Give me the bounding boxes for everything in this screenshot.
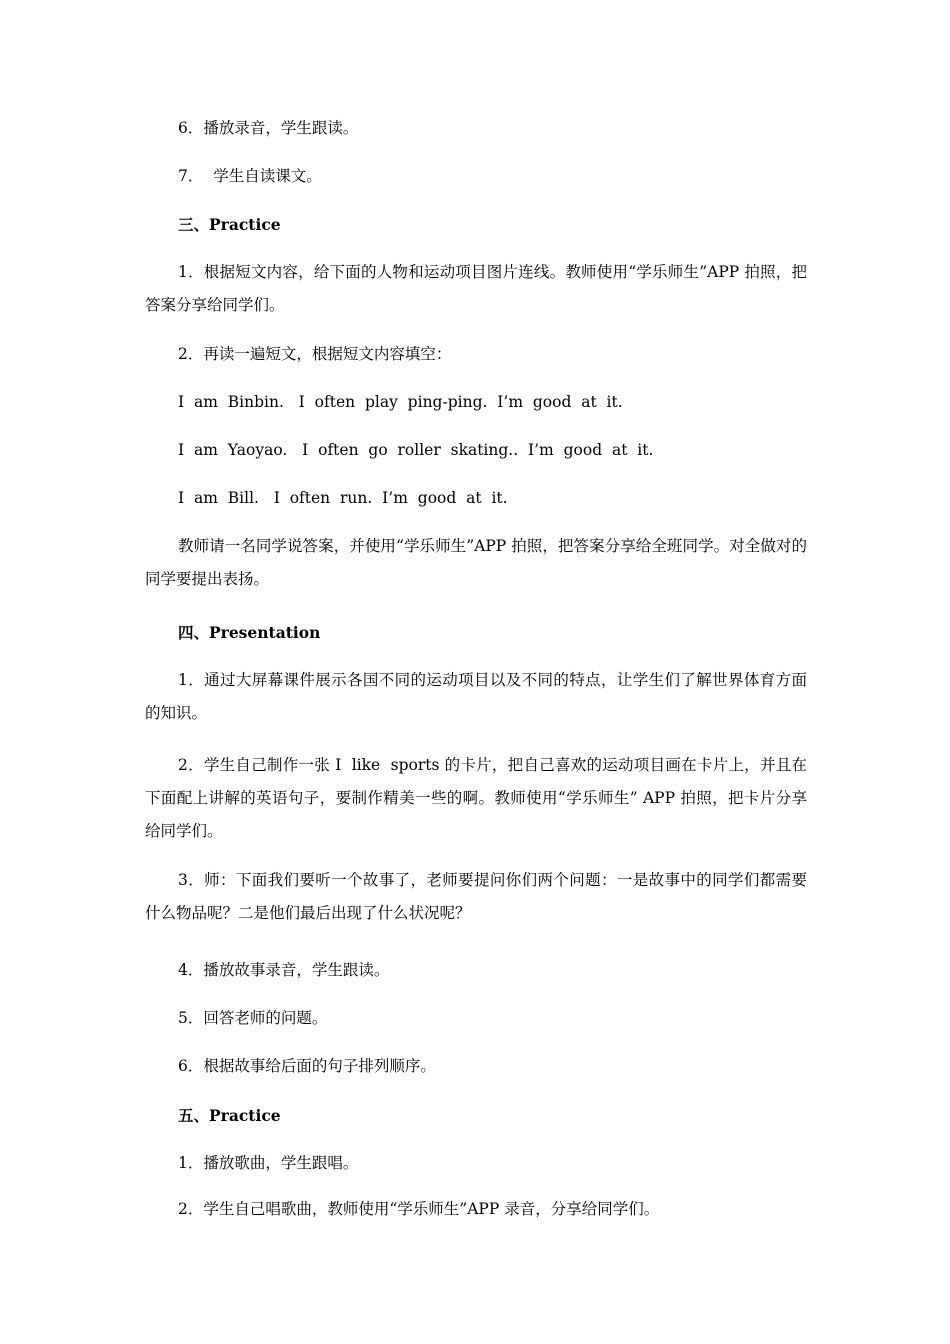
song-step-1: 1．播放歌曲，学生跟唱。 [178,1154,359,1172]
presentation-step-6: 6．根据故事给后面的句子排列顺序。 [178,1057,436,1075]
presentation-step-1: 1．通过大屏幕课件展示各国不同的运动项目以及不同的特点，让学生们了解世界体育方面的知识。 [145,671,807,722]
presentation-step-2: 2．学生自己制作一张 I like sports 的卡片，把自己喜欢的运动项目画在卡片上，并且在下面配上讲解的英语句子，要制作精美一些的啊。教师使用“学乐师生” APP 拍照，把卡片分享给同学们。 [145,756,807,840]
step-7-self-reading: 7． 学生自读课文。 [178,167,322,185]
song-step-2: 2．学生自己唱歌曲，教师使用“学乐师生”APP 录音，分享给同学们。 [178,1200,660,1218]
presentation-step-3: 3．师：下面我们要听一个故事了，老师要提问你们两个问题：一是故事中的同学们都需要什么物品呢？二是他们最后出现了什么状况呢？ [145,871,807,922]
presentation-step-4: 4．播放故事录音，学生跟读。 [178,961,390,979]
section-heading-practice-3: 三、Practice [178,215,281,234]
presentation-step-5: 5．回答老师的问题。 [178,1009,328,1027]
teacher-answer-share: 教师请一名同学说答案，并使用“学乐师生”APP 拍照，把答案分享给全班同学。对全做对的同学要提出表扬。 [145,537,807,588]
section-heading-practice-5: 五、Practice [178,1106,281,1125]
sentence-yaoyao: I am Yaoyao. I often go roller skating.. I’m good at it. [178,441,654,459]
practice-step-1: 1．根据短文内容，给下面的人物和运动项目图片连线。教师使用“学乐师生”APP 拍照，把答案分享给同学们。 [145,263,807,314]
step-6-play-recording: 6．播放录音，学生跟读。 [178,119,359,137]
practice-step-2: 2．再读一遍短文，根据短文内容填空： [178,345,452,363]
section-heading-presentation: 四、Presentation [178,623,321,642]
sentence-binbin: I am Binbin. I often play ping-ping. I’m good at it. [178,393,623,411]
sentence-bill: I am Bill. I often run. I’m good at it. [178,489,508,507]
